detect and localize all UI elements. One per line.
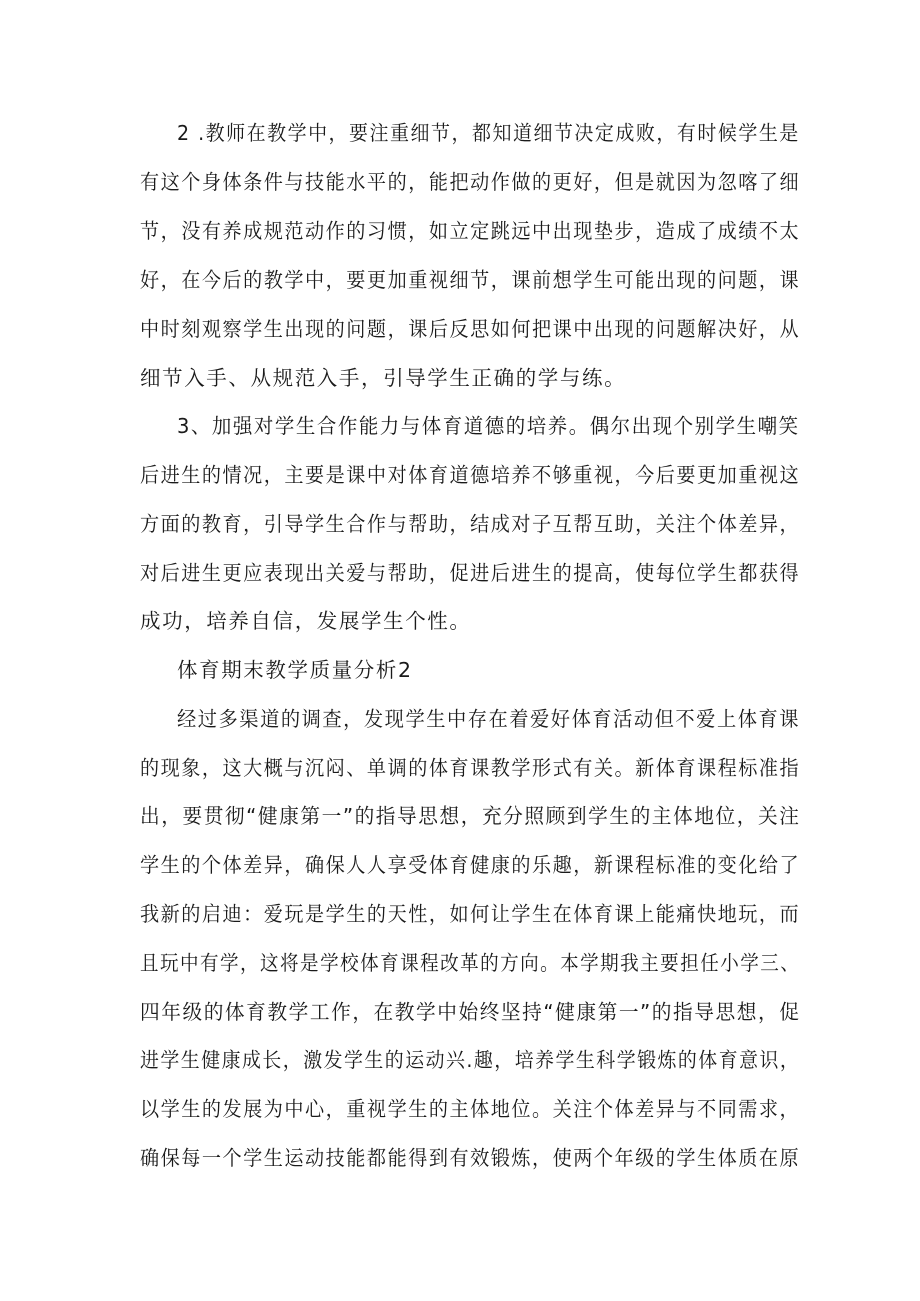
para-survey-line-9: 以学生的发展为中心，重视学生的主体地位。关注个体差异与不同需求， (140, 1097, 801, 1121)
para-2-line-4: 好，在今后的教学中，要更加重视细节，课前想学生可能出现的问题，课 (140, 268, 801, 292)
para-2-line-3: 节，没有养成规范动作的习惯，如立定跳远中出现垫步，造成了成绩不太 (140, 219, 801, 243)
para-2-line-1: 2 .教师在教学中，要注重细节，都知道细节决定成败，有时候学生是 (177, 121, 800, 145)
para-2-line-2: 有这个身体条件与技能水平的，能把动作做的更好，但是就因为忽喀了细 (140, 170, 801, 194)
para-survey-line-6: 且玩中有学，这将是学校体育课程改革的方向。本学期我主要担任小学三、 (140, 951, 801, 975)
para-2-line-6: 细节入手、从规范入手，引导学生正确的学与练。 (140, 366, 627, 390)
para-survey-line-7: 四年级的体育教学工作，在教学中始终坚持“健康第一”的指导思想，促 (140, 1000, 801, 1024)
para-survey-line-5: 我新的启迪：爱玩是学生的天性，如何让学生在体育课上能痛快地玩，而 (140, 902, 801, 926)
para-survey-line-1: 经过多渠道的调查，发现学生中存在着爱好体育活动但不爱上体育课 (177, 707, 801, 731)
para-survey-line-2: 的现象，这大概与沉闷、单调的体育课教学形式有关。新体育课程标准指 (140, 756, 801, 780)
para-survey-line-3: 出，要贯彻“健康第一”的指导思想，充分照顾到学生的主体地位，关注 (140, 804, 801, 828)
para-survey-line-4: 学生的个体差异，确保人人享受体育健康的乐趣，新课程标准的变化给了 (140, 853, 801, 877)
para-3-line-5: 成功，培养自信，发展学生个性。 (140, 609, 472, 633)
section-title: 体育期末教学质量分析2 (177, 658, 413, 682)
para-3-line-4: 对后进生更应表现出关爱与帮助，促进后进生的提高，使每位学生都获得 (140, 561, 801, 585)
para-survey-line-8: 进学生健康成长，激发学生的运动兴.趣，培养学生科学锻炼的体育意识， (140, 1048, 801, 1072)
para-3-line-3: 方面的教育，引导学生合作与帮助，结成对子互帮互助，关注个体差异， (140, 512, 801, 536)
para-3-line-1: 3、加强对学生合作能力与体育道德的培养。偶尔出现个别学生嘲笑 (177, 414, 800, 438)
para-survey-line-10: 确保每一个学生运动技能都能得到有效锻炼，使两个年级的学生体质在原 (140, 1146, 801, 1170)
para-3-line-2: 后进生的情况，主要是课中对体育道德培养不够重视，今后要更加重视这 (140, 463, 801, 487)
para-2-line-5: 中时刻观察学生出现的问题，课后反思如何把课中出现的问题解决好，从 (140, 317, 801, 341)
